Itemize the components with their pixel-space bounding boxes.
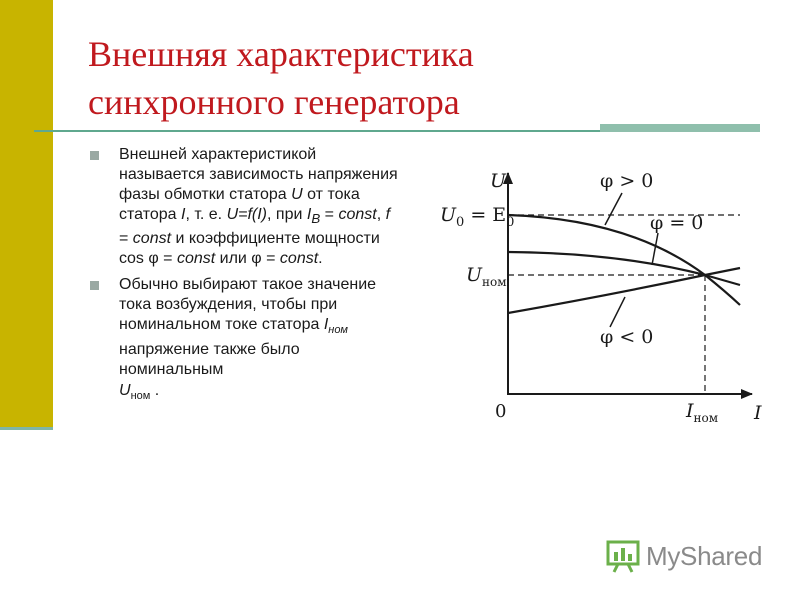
title-divider-accent bbox=[600, 124, 760, 132]
label-phi-zero: φ = 0 bbox=[650, 212, 704, 234]
bullet-excitation: Обычно выбирают такое значение тока возбуждения, чтобы при номинальном токе статора $I_{ном}$ напряжение также было номинальным $U_{ном}$ . bbox=[88, 275, 400, 406]
inom-label: $I_{ном}$ bbox=[686, 400, 719, 425]
slide-title-line1: Внешняя характеристика bbox=[88, 34, 474, 74]
bullet-square-icon bbox=[90, 151, 99, 160]
i-axis-label: I bbox=[754, 402, 762, 424]
slide-title bbox=[88, 30, 768, 126]
slide-body bbox=[88, 145, 400, 412]
label-phi-negative: φ < 0 bbox=[600, 326, 654, 348]
label-phi-positive: φ > 0 bbox=[600, 170, 654, 192]
u0-label: $U_0 = E_0$ bbox=[440, 204, 515, 230]
slide-title-line2: синхронного генератора bbox=[88, 82, 460, 122]
accent-side-bar bbox=[0, 0, 53, 427]
presentation-chart-icon bbox=[606, 539, 640, 573]
accent-side-bar-base bbox=[0, 427, 53, 430]
u-axis-label: U bbox=[490, 170, 507, 192]
bullet-square-icon bbox=[90, 281, 99, 290]
leader-phi-positive bbox=[605, 193, 622, 225]
unom-label: $U_{ном}$ bbox=[466, 264, 507, 289]
watermark bbox=[606, 536, 762, 576]
origin-label: 0 bbox=[495, 401, 507, 422]
leader-phi-zero bbox=[652, 233, 658, 265]
bullet-definition: Внешней характеристикой называется зависимость напряжения фазы обмотки статора U от тока статора I, т. е. U=f(I), при $I_B$ = const, f = const и коэффициенте мощности cos φ = const или φ = const. bbox=[88, 145, 400, 269]
watermark-text: MyShared bbox=[646, 540, 763, 571]
external-characteristic-diagram bbox=[400, 155, 770, 455]
leader-phi-negative bbox=[610, 297, 625, 327]
